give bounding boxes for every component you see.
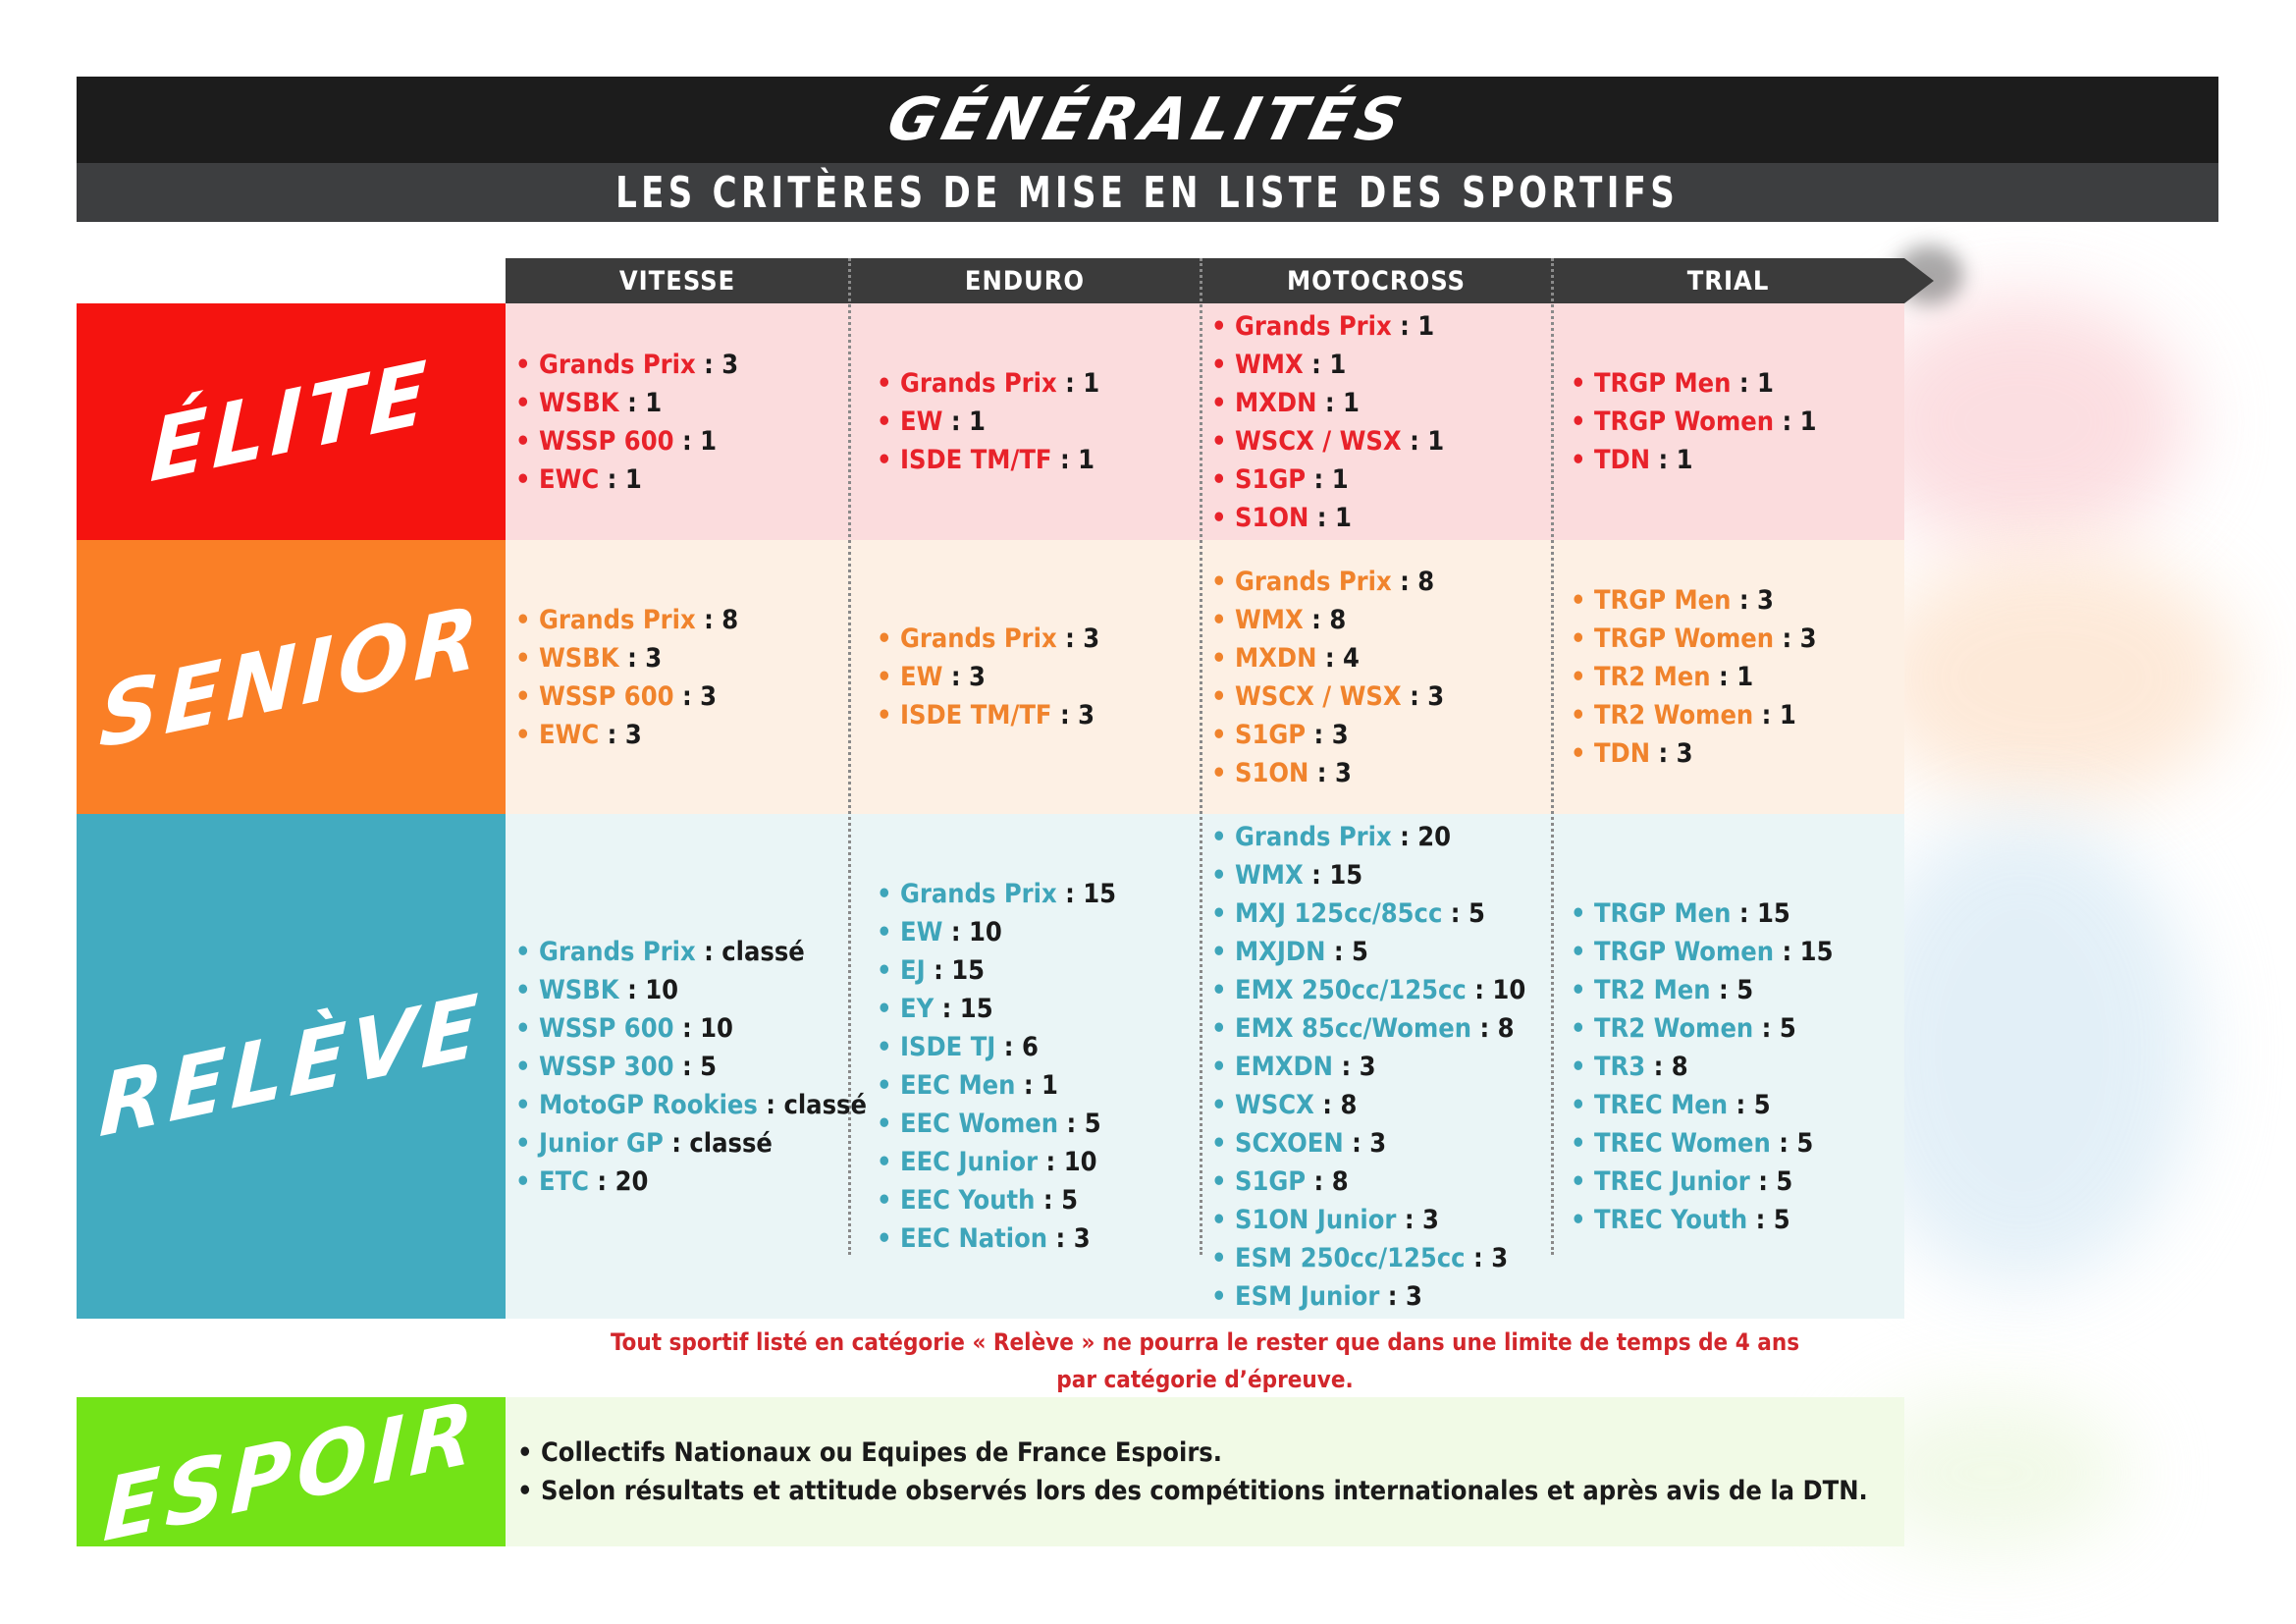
espoir-label-block [77, 1380, 506, 1563]
list-item [515, 1086, 867, 1124]
list-item-value: : 20 [588, 1165, 649, 1197]
list-item [1571, 734, 1899, 773]
list-item [1211, 346, 1545, 384]
list-item [877, 441, 1196, 479]
list-item-name: • WSCX / WSX [1211, 425, 1402, 457]
list-item [1211, 307, 1545, 346]
list-item [1571, 1163, 1899, 1201]
list-item-value: : 4 [1316, 642, 1360, 674]
list-item [1571, 933, 1899, 971]
list-item-name: • TR2 Men [1571, 662, 1711, 692]
list-item-name: • TRGP Women [1571, 406, 1775, 437]
list-item-name: • Grands Prix [877, 879, 1057, 909]
list-item-name: • Grands Prix [1211, 821, 1392, 852]
list-item-name: • EMX 85cc/Women [1211, 1012, 1472, 1044]
list-item-value: : 10 [618, 974, 679, 1005]
list-item-name: • WSBK [515, 974, 619, 1005]
list-item [1571, 1048, 1899, 1086]
list-item [1211, 1124, 1545, 1163]
list-item-name: • Grands Prix [877, 623, 1057, 654]
list-item [1571, 658, 1899, 696]
list-item [515, 346, 844, 384]
espoir-line-2: • Selon résultats et attitude observés lors des compétitions internationales et après avis de la DTN. [517, 1476, 1868, 1506]
list-item-name: • TDN [1571, 445, 1651, 475]
list-item [1211, 856, 1545, 894]
list-item-name: • WMX [1211, 859, 1304, 891]
list-item [1211, 933, 1545, 971]
list-item-value: : 3 [942, 662, 986, 692]
list-item-name: • TR2 Women [1571, 700, 1754, 731]
list-item [1211, 460, 1545, 499]
list-item-name: • Grands Prix [1211, 310, 1392, 342]
list-item-value: : 3 [1051, 700, 1095, 731]
header-arrow [1904, 258, 1934, 303]
list-item-value: : 15 [1303, 859, 1363, 891]
list-item [1211, 1009, 1545, 1048]
list-item-value: : 8 [1645, 1051, 1688, 1082]
list-item [1571, 581, 1899, 620]
list-item-name: • Grands Prix [515, 349, 696, 380]
cell-senior-trial [1571, 540, 1899, 814]
list-item-name: • WSBK [515, 387, 619, 418]
list-item-value: : 1 [1650, 445, 1693, 475]
espoir-line-1: • Collectifs Nationaux ou Equipes de France Espoirs. [517, 1437, 1222, 1468]
list-item-name: • TREC Junior [1571, 1165, 1750, 1197]
list-item-name: • ISDE TJ [877, 1032, 996, 1062]
list-item-name: • S1GP [1211, 719, 1307, 750]
list-item-name: • S1ON [1211, 757, 1309, 788]
list-item [515, 971, 844, 1009]
column-header-enduro [849, 258, 1201, 303]
list-item-name: • TRGP Men [1571, 368, 1732, 399]
list-item-name: • S1GP [1211, 463, 1307, 495]
list-item [1211, 601, 1545, 639]
list-item [877, 696, 1196, 734]
list-item-name: • ESM 250cc/125cc [1211, 1242, 1466, 1273]
list-item-value: : 3 [599, 719, 642, 750]
list-item [1211, 384, 1545, 422]
list-item-name: • Grands Prix [515, 604, 696, 635]
list-item-name: • Grands Prix [877, 368, 1057, 399]
list-item [877, 1219, 1196, 1258]
list-item-value: : 3 [1056, 623, 1100, 654]
list-item-value: : 6 [995, 1032, 1039, 1062]
cell-releve-trial [1571, 814, 1899, 1319]
list-item [1211, 716, 1545, 754]
column-header-motocross [1201, 258, 1552, 303]
list-item-name: • ETC [515, 1165, 589, 1197]
list-item-name: • TR2 Women [1571, 1012, 1754, 1044]
list-item-name: • ISDE TM/TF [877, 445, 1052, 475]
list-item-value: : 5 [1058, 1109, 1101, 1139]
list-item-name: • S1ON [1211, 502, 1309, 533]
column-separator [1551, 258, 1554, 1255]
list-item [1211, 1086, 1545, 1124]
releve-time-limit-note [506, 1324, 1904, 1398]
list-item-name: • TRGP Women [1571, 623, 1775, 654]
cell-elite-motocross [1211, 303, 1545, 540]
list-item-value: : 5 [673, 1051, 718, 1082]
list-item-value: : 20 [1391, 821, 1452, 852]
list-item-name: • ISDE TM/TF [877, 700, 1052, 731]
list-item-name: • EEC Junior [877, 1147, 1039, 1177]
list-item-value: : 1 [942, 406, 986, 437]
list-item-value: : 8 [1471, 1012, 1515, 1044]
list-item-value: : 5 [1325, 936, 1368, 967]
list-item [1211, 818, 1545, 856]
column-header-trial [1552, 258, 1904, 303]
list-item-name: • EW [877, 406, 943, 437]
list-item [1211, 563, 1545, 601]
list-item-value: : 10 [673, 1012, 733, 1044]
list-item-name: • EY [877, 994, 934, 1024]
list-item-name: • WSCX / WSX [1211, 680, 1402, 712]
list-item [515, 601, 844, 639]
list-item-value: : 1 [1753, 700, 1796, 731]
cell-elite-trial [1571, 303, 1899, 540]
list-item-name: • EWC [515, 719, 600, 750]
list-item-value: : 15 [934, 994, 993, 1024]
list-item [1571, 1086, 1899, 1124]
list-item-value: : 3 [673, 680, 718, 712]
list-item-value: : 5 [1035, 1185, 1078, 1216]
list-item-value: : classé [757, 1089, 867, 1120]
list-item-name: • TR3 [1571, 1051, 1646, 1082]
list-item-name: • WSSP 600 [515, 1012, 674, 1044]
cell-espoir [517, 1397, 1892, 1546]
list-item [515, 716, 844, 754]
list-item-value: : 15 [1056, 879, 1117, 909]
list-item [1211, 677, 1545, 716]
list-item-value: : 8 [1306, 1165, 1349, 1197]
cell-releve-vitesse [515, 814, 867, 1319]
espoir-label: ESPOIR [101, 1380, 481, 1563]
list-item-name: • MXDN [1211, 642, 1317, 674]
list-item [877, 658, 1196, 696]
list-item-value: : 5 [1770, 1127, 1814, 1159]
list-item-name: • TDN [1571, 738, 1651, 769]
list-item-value: : 1 [1731, 368, 1774, 399]
list-item [515, 460, 844, 499]
elite-label: ÉLITE [148, 341, 434, 503]
list-item-value: : 1 [1316, 387, 1360, 418]
list-item-value: : 1 [1051, 445, 1095, 475]
list-item [1211, 754, 1545, 792]
list-item-name: • EEC Women [877, 1109, 1059, 1139]
list-item-name: • WSSP 600 [515, 680, 674, 712]
list-item-name: • MXJ 125cc/85cc [1211, 897, 1443, 929]
note-line-2: par catégorie d’épreuve. [1056, 1366, 1354, 1393]
list-item-value: : 1 [1306, 463, 1349, 495]
list-item [1211, 1201, 1545, 1239]
list-item-value: : 3 [1308, 757, 1352, 788]
list-item-value: : 5 [1753, 1012, 1796, 1044]
list-item-value: : 10 [1466, 974, 1526, 1005]
list-item-name: • EEC Nation [877, 1223, 1048, 1254]
list-item-value: : classé [695, 936, 805, 967]
list-item-name: • MXDN [1211, 387, 1317, 418]
list-item-value: : 1 [1308, 502, 1352, 533]
splatter-orange [1865, 550, 2238, 805]
column-header-label: TRIAL [1686, 265, 1770, 297]
list-item-value: : 3 [1343, 1127, 1387, 1159]
list-item-name: • WSSP 300 [515, 1051, 674, 1082]
list-item [515, 422, 844, 460]
list-item-name: • WSCX [1211, 1089, 1314, 1120]
list-item [877, 990, 1196, 1028]
list-item [1571, 894, 1899, 933]
list-item-name: • EW [877, 662, 943, 692]
list-item [877, 1066, 1196, 1105]
list-item-name: • S1GP [1211, 1165, 1307, 1197]
list-item-name: • EWC [515, 463, 600, 495]
list-item-value: : 1 [1774, 406, 1817, 437]
page-subtitle: LES CRITÈRES DE MISE EN LISTE DES SPORTIFS [615, 167, 1680, 218]
list-item [1211, 1239, 1545, 1277]
list-item-value: : 1 [599, 463, 642, 495]
cell-senior-enduro [877, 540, 1196, 814]
list-item-value: : 1 [618, 387, 663, 418]
cell-elite-vitesse [515, 303, 844, 540]
list-item [1571, 364, 1899, 403]
list-item-name: • TRGP Women [1571, 936, 1775, 967]
list-item-name: • Grands Prix [515, 936, 696, 967]
cell-elite-enduro [877, 303, 1196, 540]
list-item [877, 913, 1196, 951]
list-item-value: : 5 [1728, 1089, 1771, 1120]
list-item-value: : 8 [695, 604, 739, 635]
list-item [877, 1028, 1196, 1066]
list-item-value: : 3 [1401, 680, 1445, 712]
list-item [1571, 1124, 1899, 1163]
list-item-name: • TR2 Men [1571, 974, 1711, 1005]
list-item [877, 1105, 1196, 1143]
list-item-value: : 1 [1015, 1070, 1058, 1101]
list-item [515, 1163, 844, 1201]
list-item [1571, 620, 1899, 658]
list-item-name: • TRGP Men [1571, 897, 1732, 929]
list-item [515, 677, 844, 716]
list-item [515, 384, 844, 422]
list-item-value: : 8 [1303, 604, 1347, 635]
list-item-value: : 15 [925, 955, 986, 986]
releve-label: RELÈVE [97, 974, 485, 1159]
list-item [1211, 971, 1545, 1009]
list-item [877, 875, 1196, 913]
list-item [1571, 441, 1899, 479]
elite-label-block [77, 303, 506, 540]
list-item-name: • Grands Prix [1211, 566, 1392, 597]
list-item-value: : 1 [1401, 425, 1445, 457]
list-item [1571, 1201, 1899, 1239]
list-item-name: • TRGP Men [1571, 585, 1732, 616]
splatter-red [1855, 295, 2189, 550]
list-item-name: • EEC Men [877, 1070, 1016, 1101]
list-item-value: : 5 [1710, 974, 1754, 1005]
column-header-label: ENDURO [964, 265, 1086, 297]
list-item-value: : classé [663, 1127, 773, 1159]
list-item-name: • EJ [877, 955, 926, 986]
list-item-name: • EEC Youth [877, 1185, 1036, 1216]
list-item-name: • ESM Junior [1211, 1280, 1380, 1312]
list-item [515, 639, 844, 677]
list-item-value: : 8 [1313, 1089, 1358, 1120]
list-item-value: : 5 [1442, 897, 1485, 929]
list-item [877, 1143, 1196, 1181]
list-item-value: : 3 [1731, 585, 1774, 616]
list-item-value: : 3 [1396, 1204, 1439, 1235]
list-item-name: • TREC Men [1571, 1089, 1729, 1120]
list-item [515, 1048, 844, 1086]
list-item-value: : 3 [1306, 719, 1349, 750]
list-item-name: • S1ON Junior [1211, 1204, 1397, 1235]
list-item-value: : 15 [1731, 897, 1790, 929]
list-item-value: : 8 [1391, 566, 1435, 597]
list-item [1211, 422, 1545, 460]
list-item-name: • TREC Youth [1571, 1204, 1748, 1235]
list-item-name: • TREC Women [1571, 1127, 1771, 1159]
list-item [1211, 1163, 1545, 1201]
list-item [877, 620, 1196, 658]
list-item-value: : 3 [1774, 623, 1817, 654]
column-header-vitesse [506, 258, 849, 303]
list-item [1571, 696, 1899, 734]
list-item [877, 1181, 1196, 1219]
note-line-1: Tout sportif listé en catégorie « Relève » ne pourra le rester que dans une limite de temps de 4 ans [610, 1328, 1800, 1356]
list-item-name: • MotoGP Rookies [515, 1089, 758, 1120]
list-item-name: • MXJDN [1211, 936, 1326, 967]
list-item-name: • Junior GP [515, 1127, 664, 1159]
list-item [1571, 971, 1899, 1009]
cell-senior-vitesse [515, 540, 844, 814]
list-item-name: • WSBK [515, 642, 619, 674]
column-header-label: MOTOCROSS [1287, 265, 1466, 297]
list-item [1211, 1048, 1545, 1086]
list-item-name: • WSSP 600 [515, 425, 674, 457]
list-item [1571, 1009, 1899, 1048]
cell-senior-motocross [1211, 540, 1545, 814]
list-item-value: : 1 [1303, 349, 1347, 380]
list-item [515, 1009, 844, 1048]
list-item-value: : 3 [695, 349, 739, 380]
list-item-value: : 5 [1747, 1204, 1790, 1235]
cell-releve-motocross [1211, 814, 1545, 1319]
list-item-name: • WMX [1211, 604, 1304, 635]
list-item-value: : 1 [1056, 368, 1100, 399]
list-item [1211, 894, 1545, 933]
list-item [877, 364, 1196, 403]
list-item [515, 933, 844, 971]
list-item-value: : 1 [1391, 310, 1435, 342]
list-item-value: : 1 [673, 425, 718, 457]
senior-label-block [77, 540, 506, 814]
list-item-name: • WMX [1211, 349, 1304, 380]
list-item [877, 403, 1196, 441]
senior-label: SENIOR [97, 585, 485, 769]
list-item-value: : 10 [942, 917, 1002, 947]
list-item-value: : 3 [618, 642, 663, 674]
title-bar [77, 77, 2218, 163]
list-item [515, 1124, 844, 1163]
list-item-value: : 3 [1047, 1223, 1091, 1254]
list-item-value: : 1 [1710, 662, 1754, 692]
list-item-name: • EMXDN [1211, 1051, 1333, 1082]
list-item-value: : 15 [1774, 936, 1834, 967]
list-item [877, 951, 1196, 990]
list-item-name: • EMX 250cc/125cc [1211, 974, 1467, 1005]
list-item-value: : 3 [1333, 1051, 1376, 1082]
list-item-value: : 10 [1038, 1147, 1097, 1177]
list-item-value: : 3 [1379, 1280, 1422, 1312]
column-separator [1200, 258, 1202, 1255]
list-item-value: : 3 [1465, 1242, 1509, 1273]
list-item [1571, 403, 1899, 441]
list-item [1211, 1277, 1545, 1316]
list-item-value: : 5 [1749, 1165, 1793, 1197]
list-item [1211, 639, 1545, 677]
column-header-label: VITESSE [618, 265, 736, 297]
page-title: GÉNÉRALITÉS [881, 85, 1415, 154]
list-item-value: : 3 [1650, 738, 1693, 769]
subtitle-bar [77, 163, 2218, 222]
list-item-name: • EW [877, 917, 943, 947]
releve-label-block [77, 814, 506, 1319]
list-item-name: • SCXOEN [1211, 1127, 1344, 1159]
cell-releve-enduro [877, 814, 1196, 1319]
list-item [1211, 499, 1545, 537]
